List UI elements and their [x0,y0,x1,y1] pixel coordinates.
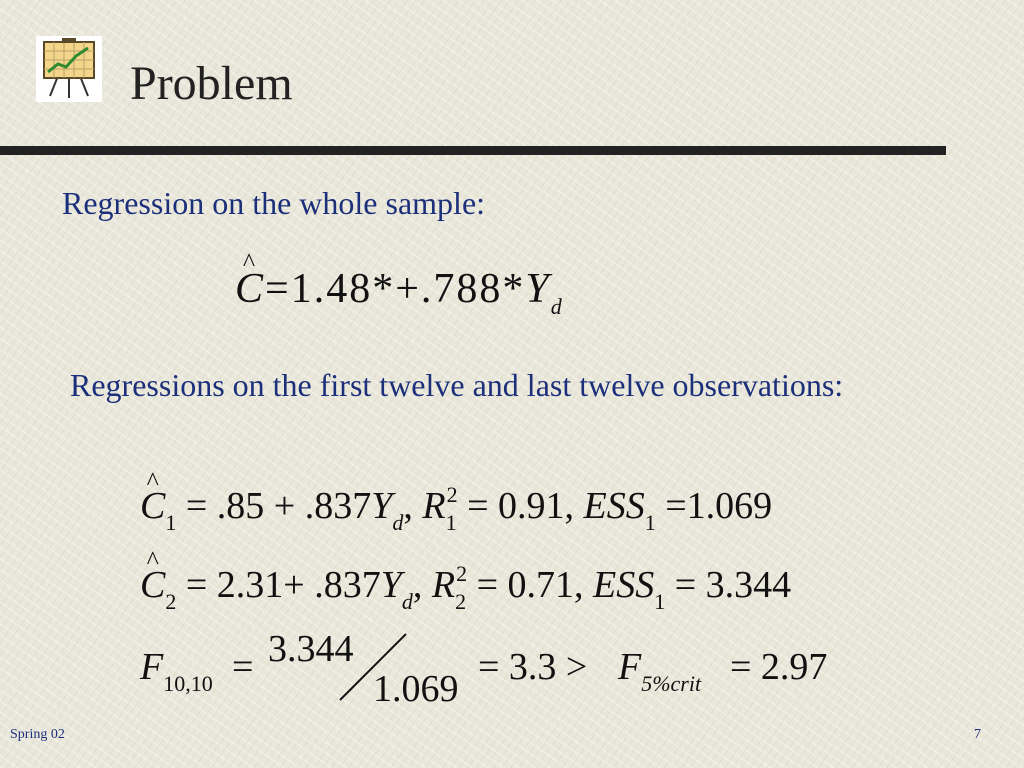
equation-whole-sample [235,266,562,319]
slide-number: 7 [974,727,981,742]
eq2-lhs: ^ C [140,566,165,604]
eq0-rhs: =1.48*+.788* [265,266,526,312]
eq1-r-symbol: R [422,485,446,527]
eq3-rhs-symbol: F [618,646,642,688]
eq1-lhs-sub: 1 [165,510,177,535]
eq1-ess-sub: 1 [644,510,656,535]
equation-first-twelve: ^ $C_1 = .85 + .837Y_d$, $R_1^2 = 0.91$, $ESS_1 =1.069$ [140,487,772,525]
title-divider [0,146,946,155]
presentation-easel-chart-icon [36,36,102,102]
eq3-rhs-value: = 2.97 [730,646,828,688]
eq1-r-value: = 0.91, [467,485,575,527]
equation-last-twelve: ^ $C_2 = 2.31+ .837Y_d$, $R_2^2 = 0.71$, $ESS_1 = 3.344$ [140,566,791,604]
eq2-r-symbol: R [431,564,456,606]
eq1-rhs: = .85 + .837 [185,485,372,527]
eq2-r-value: = 0.71, [476,564,584,606]
heading-whole-sample: Regression on the whole sample: [62,185,486,221]
eq1-lhs: ^ C [140,487,165,525]
eq3-lhs-sub: 10,10 [163,671,213,696]
eq2-ess-symbol: ESS [593,564,655,606]
eq0-var: Y [525,266,551,312]
eq1-ess-symbol: ESS [583,485,645,527]
eq2-ess-value: = 3.344 [674,564,792,606]
eq1-r-sub: 1 [445,510,457,535]
eq1-r-sup: 2 [446,482,458,507]
eq0-lhs: ^ C [235,268,265,310]
eq3-equals: = [232,646,254,688]
eq3-denominator: 1.069 [373,668,459,710]
heading-subsamples: Regressions on the first twelve and last twelve observations: [70,367,844,403]
equation-f-test [140,630,880,710]
footer-date: Spring 02 [10,727,65,742]
eq2-lhs-sub: 2 [165,589,177,614]
eq3-numerator: 3.344 [268,628,354,670]
eq3-rhs-sub: 5%crit [641,671,702,696]
slide-title: Problem [130,57,293,110]
eq1-ess-value: =1.069 [665,485,773,527]
eq3-result: = 3.3 > [478,646,588,688]
eq2-var-sub: d [401,589,413,614]
eq0-var-sub: d [550,294,562,319]
eq1-var: Y [371,485,393,527]
eq2-r-sup: 2 [456,561,468,586]
eq3-lhs: F [140,646,164,688]
eq2-ess-sub: 1 [654,589,666,614]
eq2-r-sub: 2 [455,589,467,614]
eq1-var-sub: d [392,510,404,535]
eq2-rhs: = 2.31+ .837 [185,564,381,606]
eq2-var: Y [380,564,402,606]
